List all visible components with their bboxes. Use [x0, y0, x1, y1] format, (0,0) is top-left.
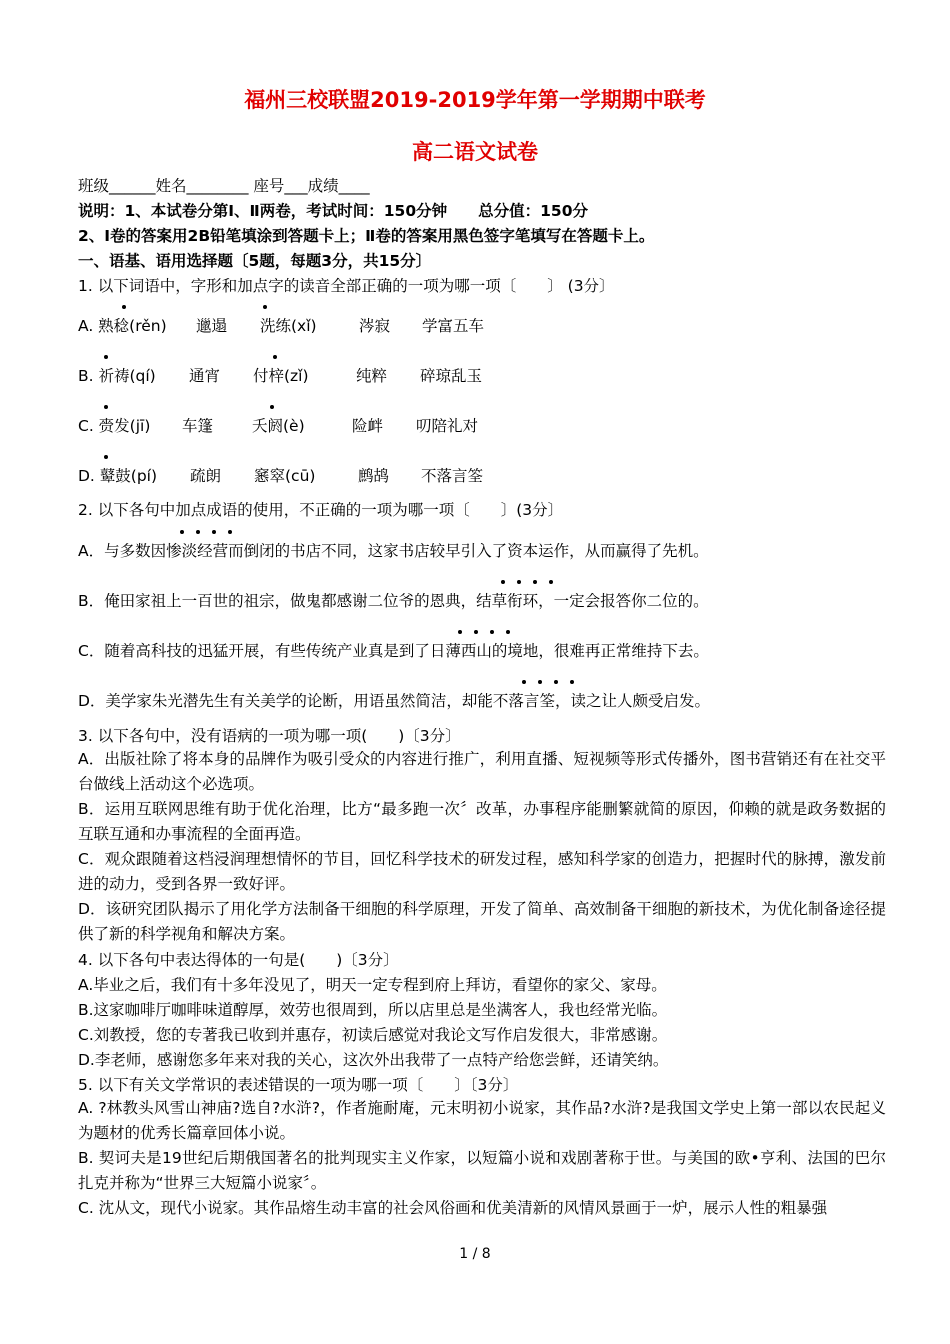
section-heading: 一、语基、语用选择题〔5题，每题3分，共15分〕	[78, 252, 432, 270]
question-4-option-c: C.刘教授，您的专著我已收到并惠存，初读后感觉对我论文写作启发很大，非常感谢。	[78, 1026, 668, 1044]
emphasis-dot	[196, 530, 200, 534]
option-word: 车篷	[182, 417, 214, 435]
question-4-option-b: B.这家咖啡厅咖啡味道醇厚，效劳也很周到，所以店里总是坐满客人，我也经常光临。	[78, 1001, 668, 1019]
instructions-line-2: 2、Ⅰ卷的答案用2B铅笔填涂到答题卡上；Ⅱ卷的答案用黑色签字笔填写在答题卡上。	[78, 227, 655, 245]
emphasis-dot	[522, 680, 526, 684]
emphasis-dot	[263, 305, 267, 309]
emphasis-dot	[549, 580, 553, 584]
question-2-stem: 2. 以下各句中加点成语的使用，不正确的一项为哪一项〔 〕(3分〕	[78, 501, 564, 519]
question-3-option-d: D．该研究团队揭示了用化学方法制备干细胞的科学原理，开发了简单、高效制备干细胞的新技术，为优化制备途径提供了新的科学视角和解决方案。	[78, 900, 886, 943]
option-word: A. 熟稔(rěn)	[78, 317, 167, 335]
option-word: D. 鼙鼓(pí)	[78, 467, 158, 485]
emphasis-dot	[533, 580, 537, 584]
option-word: 邋遢	[196, 317, 228, 335]
emphasis-dot	[554, 680, 558, 684]
emphasis-dot	[273, 355, 277, 359]
question-3-option-c: C．观众跟随着这档浸润理想情怀的节目，回忆科学技术的研发过程，感知科学家的创造力，把握时代的脉搏，激发前进的动力，受到各界一致好评。	[78, 850, 886, 893]
question-3-option-b: B．运用互联网思维有助于优化治理，比方“最多跑一次〞改革，办事程序能删繁就简的原因，仰赖的就是政务数据的互联互通和办事流程的全面再造。	[78, 800, 886, 843]
question-2-option-b: B．俺田家祖上一百世的祖宗，做鬼都感谢二位爷的恩典，结草衔环，一定会报答你二位的。	[78, 592, 709, 610]
option-word: 涔寂	[359, 317, 391, 335]
option-word: 叨陪礼对	[416, 417, 479, 435]
exam-subtitle: 高二语文试卷	[412, 140, 538, 164]
emphasis-dot	[270, 405, 274, 409]
option-word: 纯粹	[356, 367, 388, 385]
emphasis-dot	[538, 680, 542, 684]
option-word: 碎琼乱玉	[420, 367, 483, 385]
emphasis-dot	[570, 680, 574, 684]
question-4-stem: 4. 以下各句中表达得体的一句是( )〔3分〕	[78, 951, 399, 969]
option-word: 疏朗	[190, 467, 222, 485]
option-word: 鹧鸪	[358, 467, 390, 485]
question-2-option-d: D．美学家朱光潜先生有关美学的论断，用语虽然简洁，却能不落言筌，读之让人颇受启发。	[78, 692, 710, 710]
student-info-line: 班级______姓名________ 座号___成绩____	[78, 177, 370, 195]
page-number: 1 / 8	[459, 1246, 491, 1262]
question-5-option-a: A. ?林教头风雪山神庙?选自?水浒?，作者施耐庵，元末明初小说家，其作品?水浒?是我国文学史上第一部以农民起义为题材的优秀长篇章回体小说。	[78, 1099, 886, 1142]
emphasis-dot	[490, 630, 494, 634]
question-5-option-b: B. 契诃夫是19世纪后期俄国著名的批判现实主义作家，以短篇小说和戏剧著称于世。与美国的欧•亨利、法国的巴尔扎克并称为“世界三大短篇小说家〞。	[78, 1149, 886, 1192]
emphasis-dot	[104, 455, 108, 459]
question-4-option-a: A.毕业之后，我们有十多年没见了，明天一定专程到府上拜访，看望你的家父、家母。	[78, 976, 667, 994]
option-word: B. 祈祷(qí)	[78, 367, 156, 385]
question-3-option-a: A．出版社除了将本身的品牌作为吸引受众的内容进行推广，利用直播、短视频等形式传播外，图书营销还有在社交平台做线上活动这个必选项。	[78, 750, 886, 793]
question-1-stem: 1. 以下词语中，字形和加点字的读音全部正确的一项为哪一项〔 〕 (3分〕	[78, 277, 615, 295]
option-word: 窸窣(cū)	[254, 467, 316, 485]
option-word: 险衅	[352, 417, 384, 435]
emphasis-dot	[212, 530, 216, 534]
emphasis-dot	[458, 630, 462, 634]
question-2-option-a: A．与多数因惨淡经营而倒闭的书店不同，这家书店较早引入了资本运作，从而赢得了先机。	[78, 542, 709, 560]
emphasis-dot	[474, 630, 478, 634]
question-5-stem: 5. 以下有关文学常识的表述错误的一项为哪一项〔 〕〔3分〕	[78, 1076, 519, 1094]
option-word: 夭阏(è)	[252, 417, 305, 435]
exam-title: 福州三校联盟2019-2019学年第一学期期中联考	[244, 88, 706, 112]
option-word: 通宵	[189, 367, 221, 385]
option-word: 洗练(xǐ)	[260, 317, 317, 335]
emphasis-dot	[122, 305, 126, 309]
emphasis-dot	[506, 630, 510, 634]
emphasis-dot	[180, 530, 184, 534]
emphasis-dot	[228, 530, 232, 534]
option-word: C. 赍发(jī)	[78, 417, 151, 435]
instructions-line-1: 说明：1、本试卷分第Ⅰ、Ⅱ两卷，考试时间：150分钟 总分值：150分	[78, 202, 588, 220]
question-3-stem: 3. 以下各句中，没有语病的一项为哪一项( )〔3分〕	[78, 727, 461, 745]
emphasis-dot	[517, 580, 521, 584]
emphasis-dot	[501, 580, 505, 584]
question-4-option-d: D.李老师，感谢您多年来对我的关心，这次外出我带了一点特产给您尝鲜，还请笑纳。	[78, 1051, 669, 1069]
emphasis-dot	[104, 355, 108, 359]
option-word: 不落言筌	[421, 467, 484, 485]
option-word: 付梓(zǐ)	[253, 367, 309, 385]
emphasis-dot	[104, 405, 108, 409]
question-2-option-c: C．随着高科技的迅猛开展，有些传统产业真是到了日薄西山的境地，很难再正常维持下去。	[78, 642, 709, 660]
question-5-option-c: C. 沈从文，现代小说家。其作品熔生动丰富的社会风俗画和优美清新的风情风景画于一炉，展示人性的粗暴强	[78, 1199, 828, 1217]
option-word: 学富五车	[422, 317, 485, 335]
